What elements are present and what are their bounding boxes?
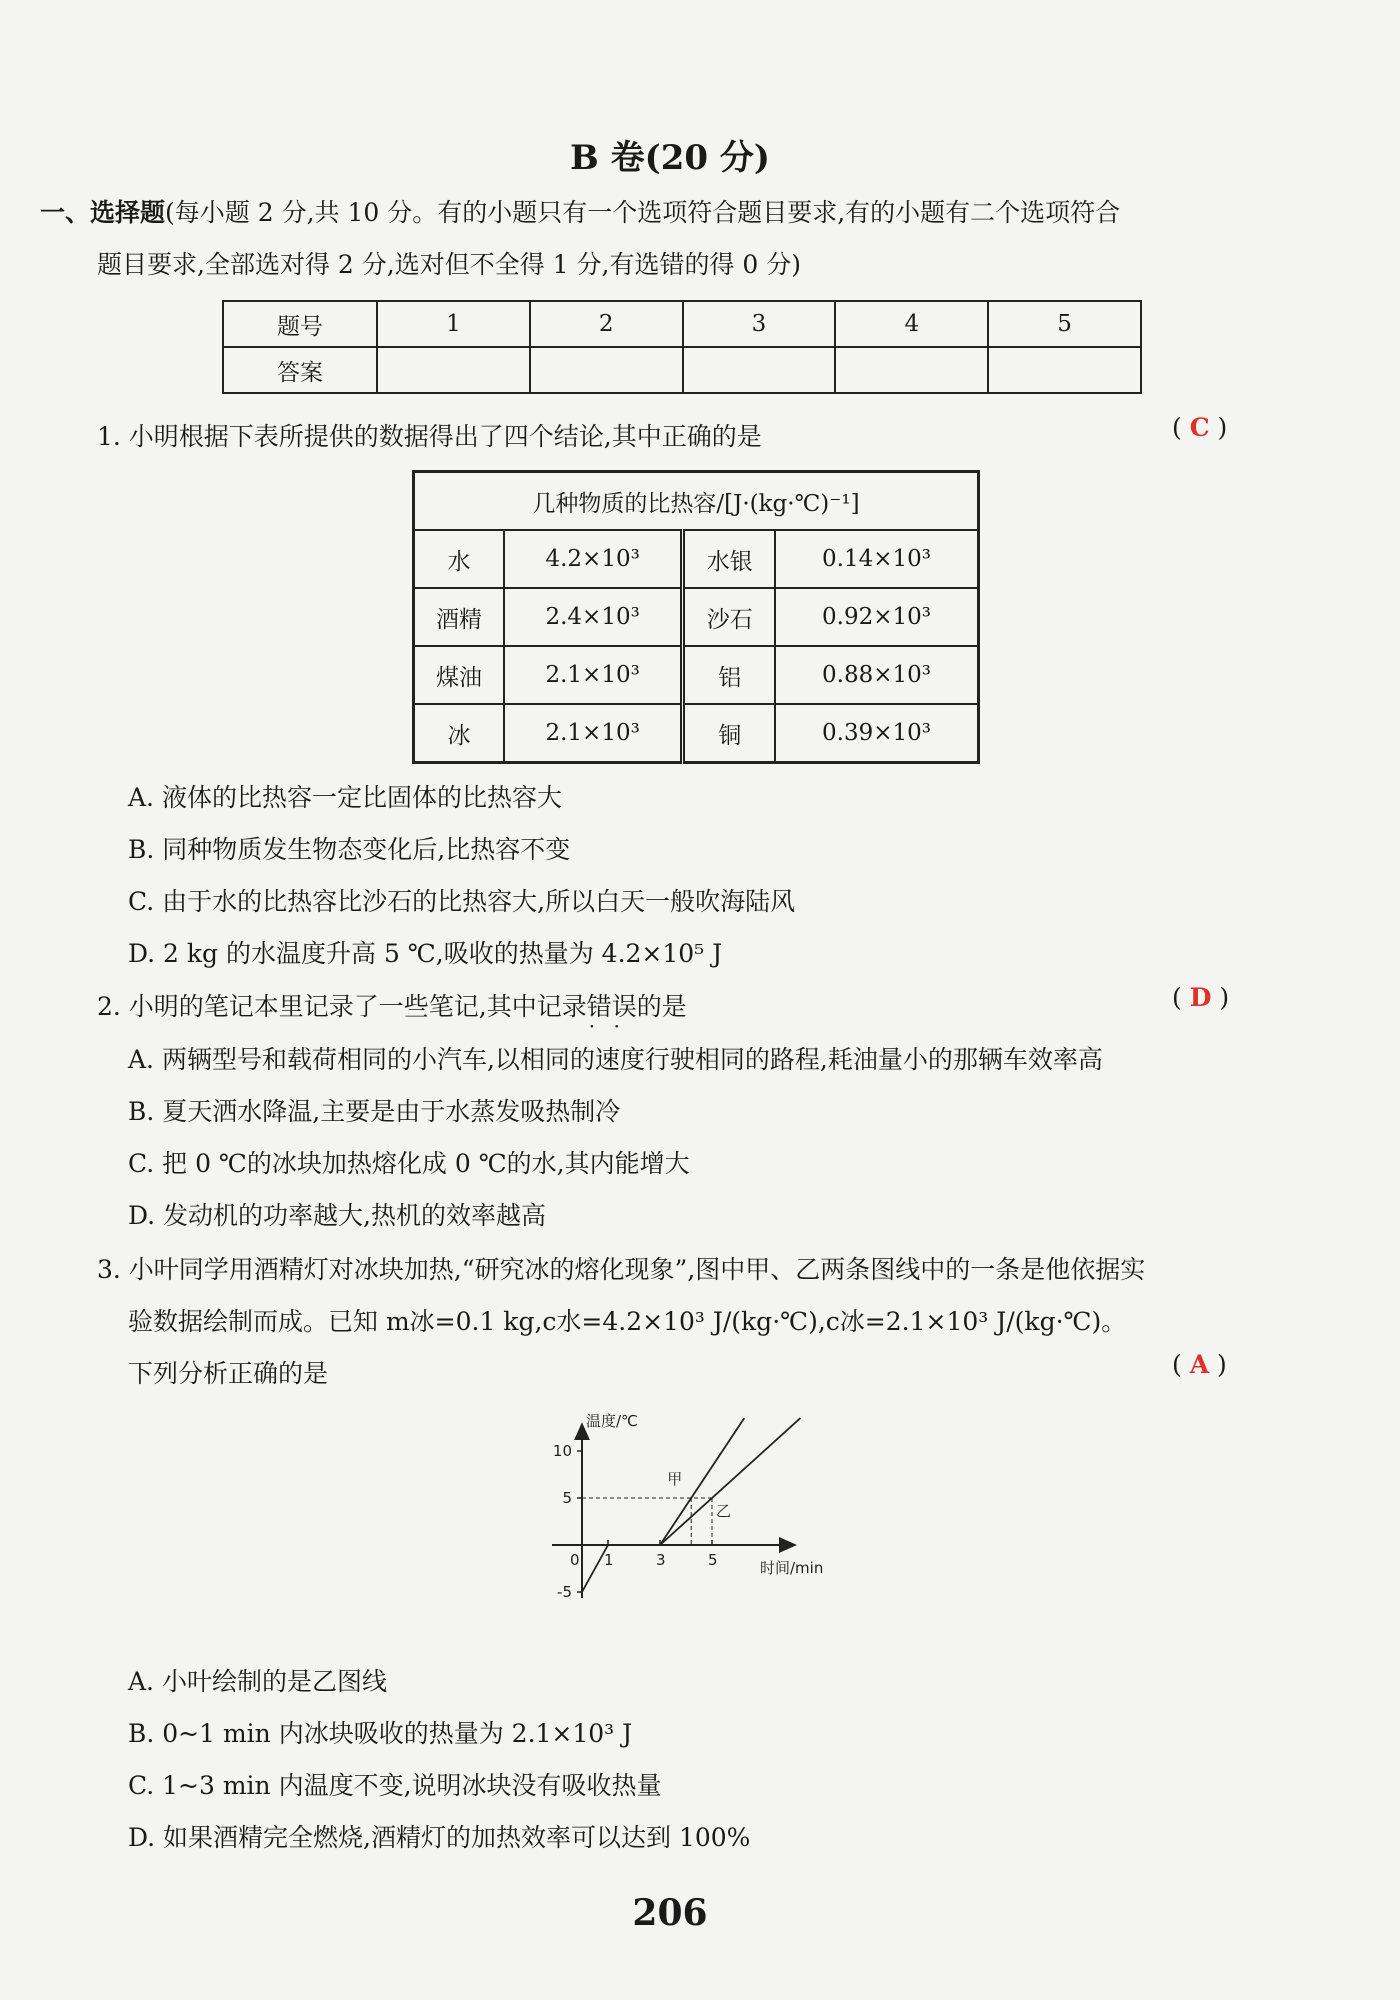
table-row [414,588,979,646]
q1-stem: 1. 小明根据下表所提供的数据得出了四个结论,其中正确的是 [97,422,762,451]
q3-answer-letter: A [1189,1350,1210,1379]
q2-stem-c: 的是 [636,992,687,1021]
q2-option-d: D. 发动机的功率越大,热机的效率越高 [128,1201,546,1230]
y-tick-label: 10 [552,1442,572,1460]
substance-name: 水 [414,530,504,588]
question-number: 1 [377,301,530,347]
q2-option-a: A. 两辆型号和载荷相同的小汽车,以相同的速度行驶相同的路程,耗油量小的那辆车效率高 [128,1045,1103,1074]
substance-name: 煤油 [414,646,504,704]
q3-line-2: 验数据绘制而成。已知 m冰=0.1 kg,c水=4.2×10³ J/(kg·℃),c冰=2.1×10³ J/(kg·℃)。 [128,1307,1127,1336]
substance-name: 铜 [683,704,775,763]
temperature-time-chart [520,1400,880,1640]
question-number: 2 [530,301,683,347]
q2-stem-a: 2. 小明的笔记本里记录了一些笔记,其中记录 [97,992,587,1021]
q2-stem [97,987,687,1023]
substance-name: 酒精 [414,588,504,646]
table-row [414,646,979,704]
page-number: 206 [632,1892,708,1934]
substance-name: 沙石 [683,588,775,646]
answer-cell[interactable] [835,347,988,393]
q3-answer: ( A ) [1172,1350,1227,1379]
answer-cell[interactable] [988,347,1141,393]
question-number: 3 [683,301,836,347]
x-tick-label: 1 [604,1551,614,1569]
q3-option-d: D. 如果酒精完全燃烧,酒精灯的加热效率可以达到 100% [128,1823,751,1852]
q3-line-1: 3. 小叶同学用酒精灯对冰块加热,“研究冰的熔化现象”,图中甲、乙两条图线中的一条是他依据实 [97,1255,1146,1284]
q1-option-a: A. 液体的比热容一定比固体的比热容大 [128,783,562,812]
series-label: 乙 [716,1502,732,1520]
table-title: 几种物质的比热容/[J·(kg·℃)⁻¹] [414,472,979,531]
substance-value: 2.1×10³ [504,646,683,704]
y-tick-label: -5 [557,1583,572,1601]
specific-heat-table [412,470,980,764]
x-tick-label: 0 [570,1551,580,1569]
q2-answer: ( D ) [1172,983,1230,1012]
section-heading [40,193,1120,229]
q1-option-c: C. 由于水的比热容比沙石的比热容大,所以白天一般吹海陆风 [128,887,796,916]
q3-option-a: A. 小叶绘制的是乙图线 [128,1667,387,1696]
answer-table [222,300,1142,394]
q3-option-c: C. 1~3 min 内温度不变,说明冰块没有吸收热量 [128,1771,662,1800]
substance-name: 水银 [683,530,775,588]
y-tick-label: 5 [562,1489,572,1507]
question-number: 5 [988,301,1141,347]
section-label: 一、选择题 [40,198,166,227]
q2-stem-emphasis: 错误 · · [587,992,637,1021]
q1-option-d: D. 2 kg 的水温度升高 5 ℃,吸收的热量为 4.2×10⁵ J [128,939,723,968]
x-tick-label: 3 [656,1551,666,1569]
substance-value: 2.1×10³ [504,704,683,763]
q2-option-c: C. 把 0 ℃的冰块加热熔化成 0 ℃的水,其内能增大 [128,1149,690,1178]
substance-value: 0.14×10³ [775,530,978,588]
q2-option-b: B. 夏天洒水降温,主要是由于水蒸发吸热制冷 [128,1097,621,1126]
section-desc-2: 题目要求,全部选对得 2 分,选对但不全得 1 分,有选错的得 0 分) [97,250,801,279]
q2-answer-letter: D [1189,983,1212,1012]
answer-table-header: 题号 [223,301,377,347]
substance-name: 冰 [414,704,504,763]
table-row [414,530,979,588]
q3-line-3: 下列分析正确的是 [128,1359,329,1388]
substance-value: 0.88×10³ [775,646,978,704]
substance-value: 0.92×10³ [775,588,978,646]
section-desc-1: (每小题 2 分,共 10 分。有的小题只有一个选项符合题目要求,有的小题有二个选项符合 [165,198,1121,227]
x-axis-label: 时间/min [760,1559,824,1577]
x-tick-label: 5 [708,1551,718,1569]
substance-value: 0.39×10³ [775,704,978,763]
q3-option-b: B. 0~1 min 内冰块吸收的热量为 2.1×10³ J [128,1719,633,1748]
substance-value: 2.4×10³ [504,588,683,646]
q1-answer: ( C ) [1172,413,1228,442]
answer-cell[interactable] [530,347,683,393]
q1-option-b: B. 同种物质发生物态变化后,比热容不变 [128,835,571,864]
question-number: 4 [835,301,988,347]
q1-answer-letter: C [1189,413,1210,442]
y-axis-label: 温度/℃ [586,1412,638,1431]
answer-cell[interactable] [683,347,836,393]
substance-value: 4.2×10³ [504,530,683,588]
answer-row-label: 答案 [223,347,377,393]
series-label: 甲 [667,1470,683,1488]
answer-cell[interactable] [377,347,530,393]
section-title: B 卷(20 分) [570,138,770,178]
substance-name: 铝 [683,646,775,704]
table-row [414,704,979,763]
